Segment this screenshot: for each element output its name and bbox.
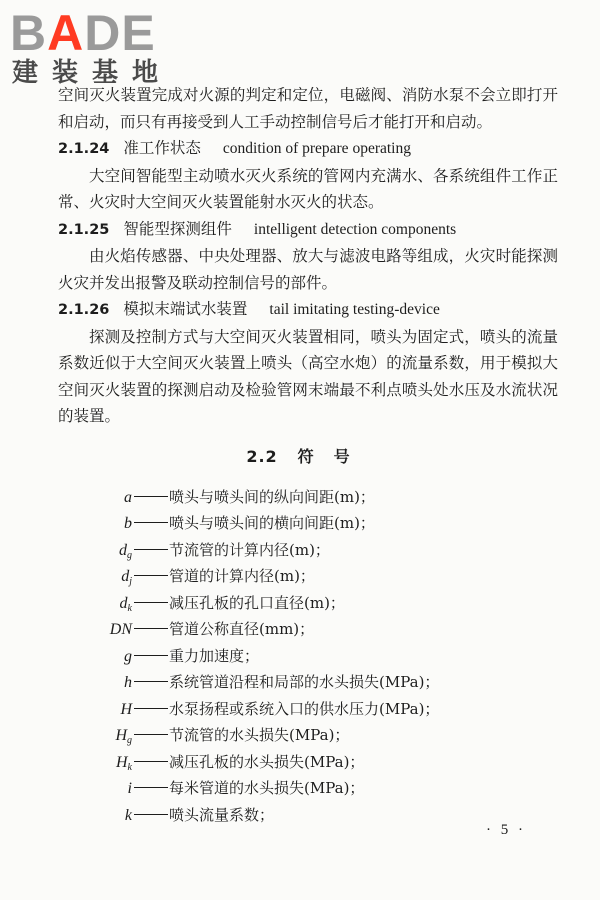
- symbol-description: 喷头流量系数；: [169, 805, 275, 824]
- site-logo: [10, 6, 180, 90]
- em-dash-rule: [134, 655, 168, 656]
- symbol-description: 每米管道的水头损失(MPa)；: [169, 779, 365, 797]
- logo-letter-a-accent: A: [47, 5, 85, 61]
- symbol-letter: d: [119, 541, 127, 559]
- clause-title-zh: 准工作状态: [123, 139, 201, 157]
- symbol-letter: H: [115, 727, 127, 744]
- logo-letters-de: DE: [84, 5, 156, 61]
- symbol-letter: d: [121, 568, 130, 585]
- em-dash-rule: [134, 575, 168, 576]
- symbol-letter: H: [115, 753, 128, 771]
- symbol-row: [58, 669, 558, 696]
- clause-number: 2.1.26: [58, 302, 110, 318]
- clause-2-1-25: [58, 216, 558, 297]
- symbol-description: 管道公称直径(mm)；: [169, 620, 315, 638]
- symbol-subscript: j: [129, 576, 132, 587]
- symbol-description: 水泵扬程或系统入口的供水压力(MPa)；: [169, 699, 440, 718]
- symbol-description: 节流管的水头损失(MPa)；: [169, 726, 350, 744]
- em-dash-rule: [134, 814, 168, 815]
- symbol-row: [58, 749, 558, 776]
- symbol-subscript: k: [127, 602, 132, 614]
- clause-number: 2.1.24: [58, 141, 110, 157]
- symbol-row: [58, 775, 558, 802]
- em-dash-rule: [134, 549, 168, 550]
- symbol-row: [58, 510, 558, 537]
- symbol-description: 节流管的计算内径(m)；: [169, 540, 330, 559]
- symbol-letter: a: [124, 488, 132, 506]
- section-title: 符号: [297, 446, 370, 466]
- symbol-letter: k: [124, 806, 132, 824]
- symbol-subscript: k: [127, 761, 132, 773]
- symbol-row: [58, 802, 558, 829]
- symbol-row: [58, 643, 558, 670]
- clause-number: 2.1.25: [58, 221, 110, 238]
- clause-2-1-24: [58, 135, 558, 216]
- clause-title-zh: 模拟末端试水装置: [123, 300, 248, 318]
- symbol-letter: b: [124, 515, 132, 532]
- symbol-letter: d: [119, 594, 128, 612]
- intro-paragraph: 空间灭火装置完成对火源的判定和定位，电磁阀、消防水泵不会立即打开和启动，而只有再接受到人工手动控制信号后才能打开和启动。: [58, 86, 558, 131]
- symbol-letter: g: [124, 647, 132, 665]
- em-dash-rule: [134, 602, 168, 603]
- logo-wordmark: [10, 6, 156, 60]
- symbol-row: [58, 722, 558, 749]
- symbol-letter: h: [124, 674, 132, 691]
- section-heading: [58, 444, 558, 470]
- clause-heading: [58, 135, 558, 163]
- clause-body: 探测及控制方式与大空间灭火装置相同，喷头为固定式，喷头的流量系数近似于大空间灭火装置上喷头（高空水炮）的流量系数，用于模拟大空间灭火装置的探测启动及检验管网末端最不利点喷头处水压及水流状况的装置。: [58, 327, 558, 425]
- em-dash-rule: [134, 708, 168, 709]
- symbol-description: 喷头与喷头间的纵向间距(m)；: [169, 487, 375, 506]
- clause-body: 大空间智能型主动喷水灭火系统的管网内充满水、各系统组件工作正常、火灾时大空间灭火装置能射水灭火的状态。: [58, 166, 558, 211]
- symbol-row: [58, 696, 558, 723]
- clause-title-en: condition of prepare operating: [222, 140, 411, 157]
- symbol-description: 系统管道沿程和局部的水头损失(MPa)；: [169, 673, 440, 691]
- clause-title-en: intelligent detection components: [253, 220, 457, 238]
- em-dash-rule: [134, 681, 168, 682]
- logo-letter-b: B: [10, 5, 48, 61]
- logo-subtitle: 建装基地: [12, 58, 173, 88]
- symbol-description: 喷头与喷头间的横向间距(m)；: [169, 514, 375, 532]
- symbol-letter: i: [127, 780, 132, 797]
- symbol-row: [58, 537, 558, 564]
- clause-2-1-26: [58, 296, 558, 430]
- symbol-description: 重力加速度；: [169, 646, 260, 665]
- symbol-row: [58, 616, 558, 643]
- em-dash-rule: [134, 761, 168, 762]
- symbol-letter: DN: [109, 621, 132, 638]
- symbol: [58, 803, 132, 835]
- clause-heading: [58, 216, 558, 244]
- symbol-list: [58, 484, 558, 829]
- em-dash-rule: [134, 787, 168, 788]
- symbol-description: 减压孔板的水头损失(MPa)；: [169, 752, 365, 771]
- symbol-row: [58, 484, 558, 511]
- symbol-row: [58, 563, 558, 590]
- symbol-subscript: g: [127, 549, 132, 561]
- clause-heading: [58, 296, 558, 324]
- section-number: 2.2: [246, 446, 278, 466]
- clause-title-en: tail imitating testing-device: [269, 301, 440, 318]
- symbol-subscript: g: [127, 735, 132, 746]
- em-dash-rule: [134, 522, 168, 523]
- symbol-description: 减压孔板的孔口直径(m)；: [169, 593, 345, 612]
- symbol-row: [58, 590, 558, 617]
- clause-title-zh: 智能型探测组件: [123, 219, 232, 238]
- clause-body: 由火焰传感器、中央处理器、放大与滤波电路等组成，火灾时能探测火灾并发出报警及联动控制信号的部件。: [58, 247, 558, 292]
- em-dash-rule: [134, 628, 168, 629]
- document-page: [58, 82, 558, 828]
- symbol-letter: H: [120, 700, 132, 718]
- page-number: · 5 ·: [486, 822, 526, 838]
- symbol-description: 管道的计算内径(m)；: [169, 567, 315, 585]
- em-dash-rule: [134, 734, 168, 735]
- em-dash-rule: [134, 496, 168, 497]
